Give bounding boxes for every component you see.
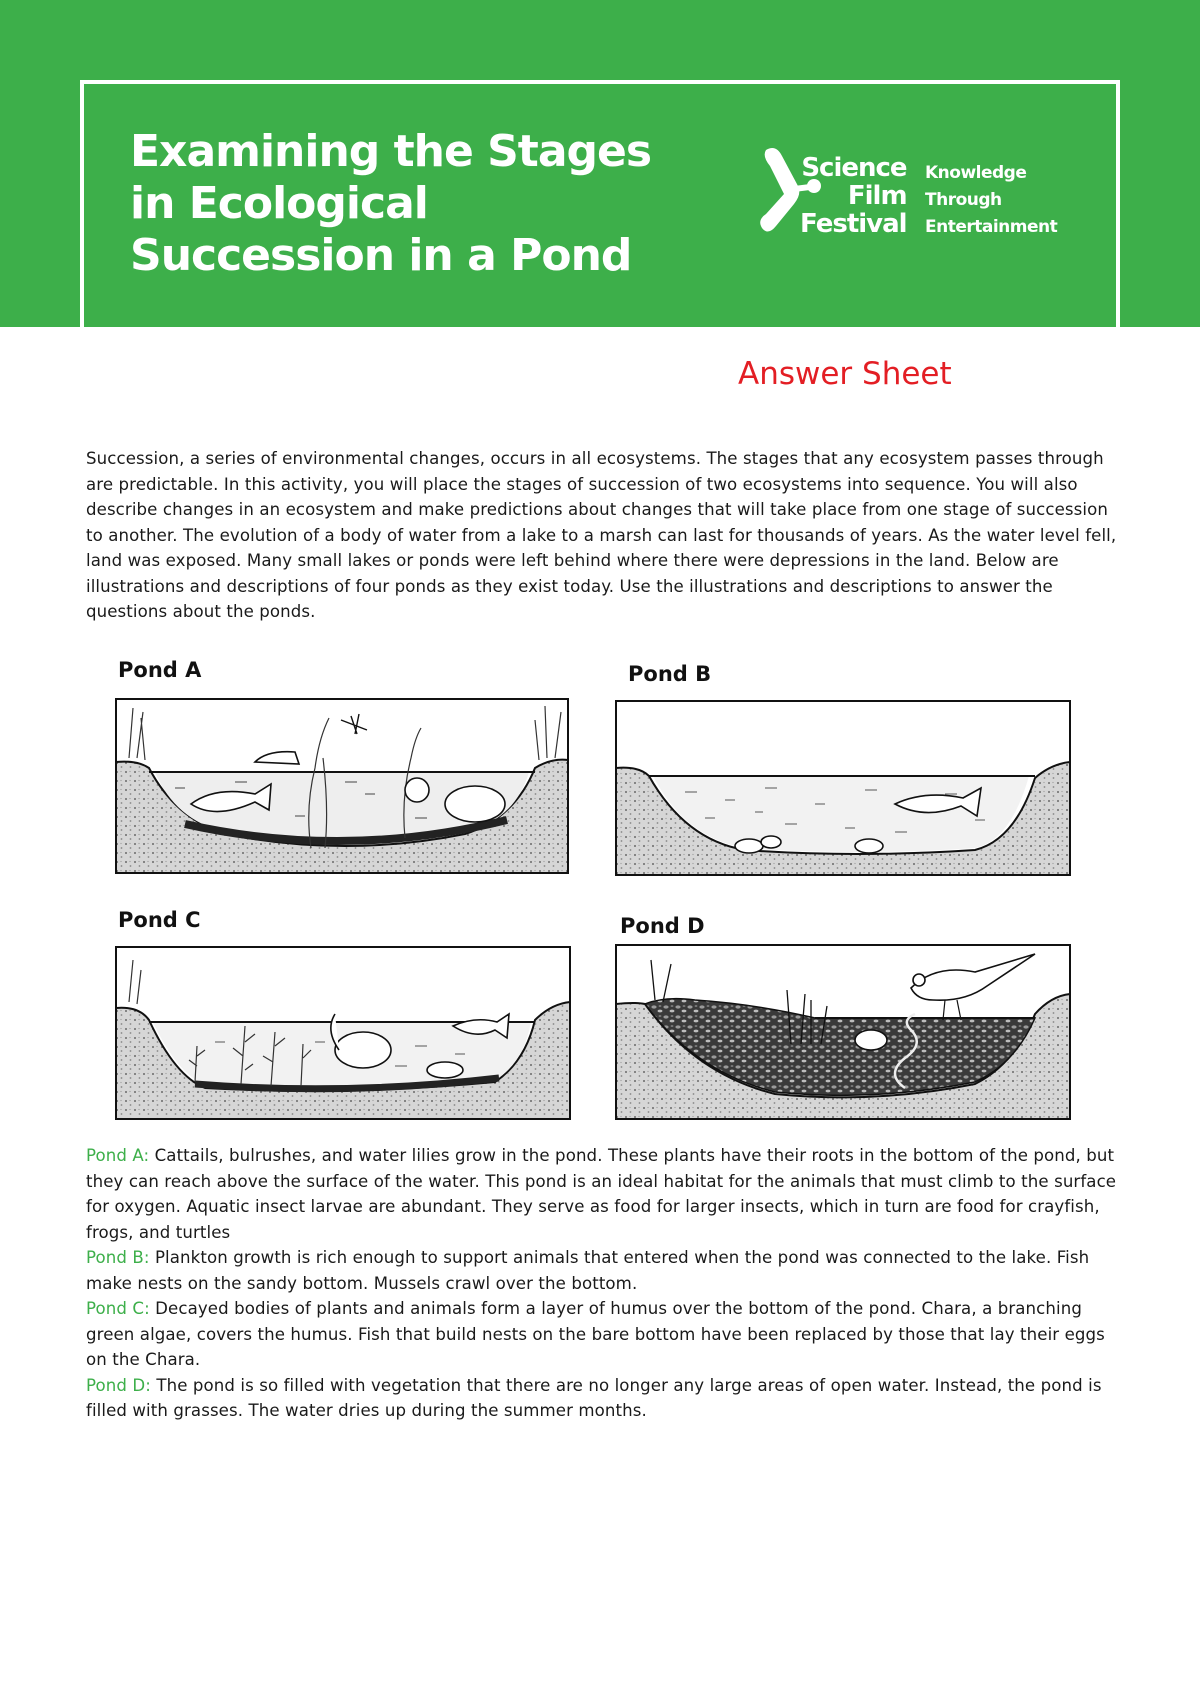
pond-b-label: Pond B	[628, 662, 712, 686]
page-title: Examining the Stages in Ecological Succession in a Pond	[130, 126, 652, 281]
pond-b-illustration	[615, 700, 1071, 876]
pond-d-label: Pond D	[620, 914, 705, 938]
pond-a-label: Pond A	[118, 658, 202, 682]
pond-b-desc-text: Plankton growth is rich enough to support animals that entered when the pond was connected to the lake. Fish make nests on the sandy bottom. Mussels crawl over the bottom.	[86, 1248, 1090, 1293]
pond-b-desc-label: Pond B:	[86, 1248, 150, 1267]
pond-a-description	[86, 1143, 1126, 1245]
answer-sheet-heading: Answer Sheet	[738, 356, 952, 392]
logo-wordmark	[800, 154, 907, 238]
pond-d-description	[86, 1373, 1126, 1424]
pond-d-illustration	[615, 944, 1071, 1120]
pond-c-desc-label: Pond C:	[86, 1299, 150, 1318]
pond-c-desc-text: Decayed bodies of plants and animals form a layer of humus over the bottom of the pond. Chara, a branching green algae, covers the humus. Fish that build nests on the bare bottom have been replaced by those that lay their eggs on the Chara.	[86, 1299, 1105, 1369]
tagline-word: Through	[925, 190, 1002, 210]
logo-tagline	[925, 160, 1057, 241]
logo-word: Science	[801, 153, 907, 183]
tagline-word: Knowledge	[925, 163, 1027, 183]
logo-word: Film	[847, 181, 907, 211]
pond-d-desc-text: The pond is so filled with vegetation that there are no longer any large areas of open water. Instead, the pond is filled with grasses. The water dries up during the summer months.	[86, 1375, 1102, 1420]
pond-c-illustration	[115, 946, 571, 1120]
pond-descriptions	[86, 1143, 1126, 1424]
header-banner	[0, 0, 1200, 327]
pond-b-description	[86, 1245, 1126, 1296]
logo-word: Festival	[800, 209, 907, 239]
pond-a-illustration	[115, 698, 569, 874]
pond-a-desc-label: Pond A:	[86, 1146, 150, 1165]
pond-d-desc-label: Pond D:	[86, 1375, 151, 1395]
pond-c-label: Pond C	[118, 908, 201, 932]
tagline-word: Entertainment	[925, 217, 1058, 237]
intro-paragraph: Succession, a series of environmental changes, occurs in all ecosystems. The stages that any ecosystem passes through are predictable. In this activity, you will place the stages of succession of two ecosystems into sequence. You will also describe changes in an ecosystem and make predictions about changes that will take place from one stage of succession to another. The evolution of a body of water from a lake to a marsh can last for thousands of years. As the water level fell, land was exposed. Many small lakes or ponds were left behind where there were depressions in the land. Below are illustrations and descriptions of four ponds as they exist today. Use the illustrations and descriptions to answer the questions about the ponds.	[86, 449, 1117, 621]
pond-a-desc-text: Cattails, bulrushes, and water lilies grow in the pond. These plants have their roots in the bottom of the pond, but they can reach above the surface of the water. This pond is an ideal habitat for the animals that must climb to the surface for oxygen. Aquatic insect larvae are abundant. They serve as food for larger insects, which in turn are food for crayfish, frogs, and turtles	[86, 1146, 1117, 1242]
pond-c-description	[86, 1296, 1126, 1373]
